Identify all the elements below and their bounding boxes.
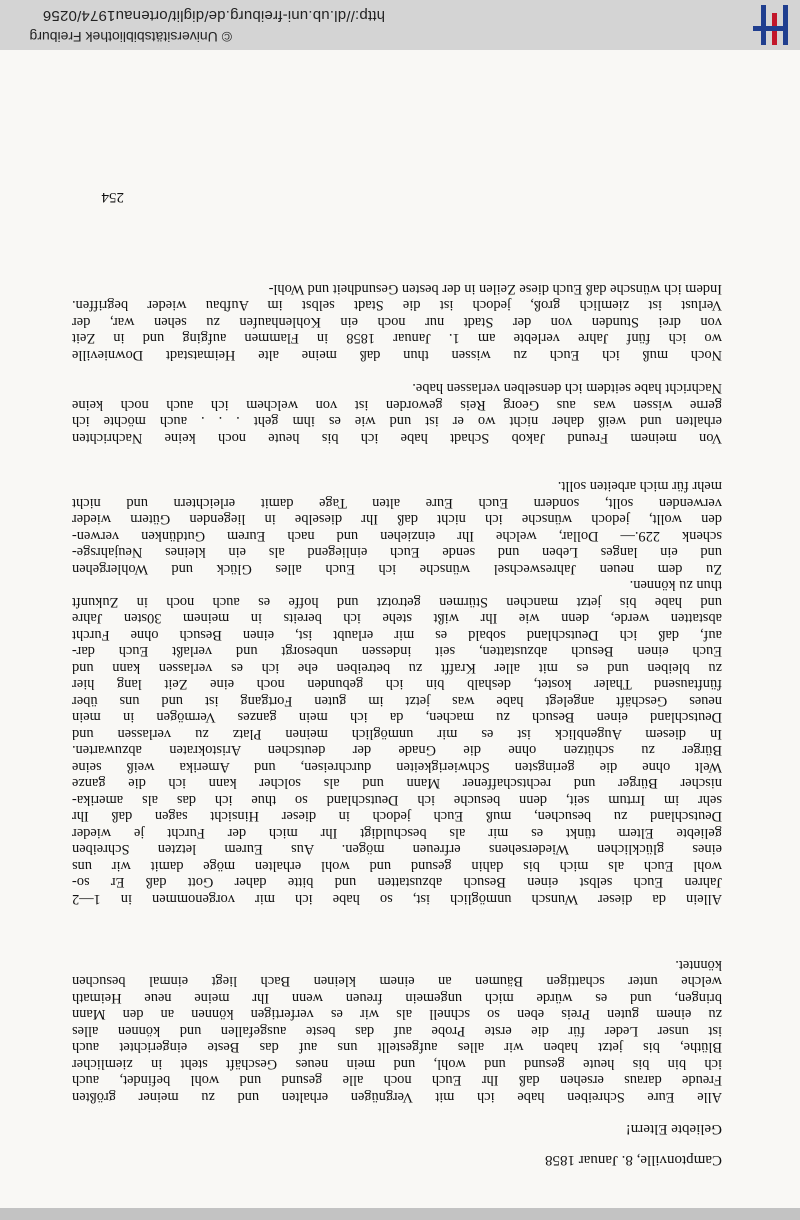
text-line: Freude daraus ersehen daß Ihr Euch noch alle gesund und wohl befindet, auch xyxy=(72,1072,722,1089)
text-line: wohl Euch als mich bis dahin gesund und wohl erhalten möge damit wir uns xyxy=(72,858,722,874)
text-line: ist unser Leder für die erste Probe auf das beste ausgefallen und können alles xyxy=(72,1023,722,1039)
text-line: könntet. xyxy=(675,957,722,973)
text-line: schenk 229.— Dollar, welche Ihr einziehen und nach Eurem Gutdünken verwen- xyxy=(72,528,722,544)
text-line: erhalten und weiß daher nicht wo er ist und wie es ihm geht . . . auch möchte ich xyxy=(72,413,722,430)
text-line: zu einem guten Preis eben so schnell als wir es verfertigen können an den Mann xyxy=(72,1006,722,1023)
university-library-logo xyxy=(752,5,792,47)
text-line: eines glücklichen Wiedersehens erfreuen mögen. Aus Eurem letzten Schreiben xyxy=(72,841,722,858)
library-banner xyxy=(0,0,800,50)
text-line: geliebte Eltern tünkt es mir als beschuldigt Ihr mich der Furcht je wieder xyxy=(72,825,722,841)
paragraph-1 xyxy=(72,957,722,1106)
text-line: Alle Eure Schreiben habe ich mit Vergnügen erhalten und zu meiner größten xyxy=(72,1089,722,1105)
text-line: abstatten werde, denn wie Ihr wißt stehe ich bereits in meinem 30sten Jahre xyxy=(72,610,722,627)
paragraph-3 xyxy=(72,478,722,577)
text-line: ich bin bis heute gesund und wohl, und mein neues Geschäft steht in ziemlicher xyxy=(72,1056,722,1072)
text-line: nischer Bürger und rechtschaffener Mann und als solcher kann ich die ganze xyxy=(72,775,722,792)
text-line: Noch muß ich Euch zu wissen thun daß meine alte Heimatstadt Downieville xyxy=(72,347,722,363)
text-line: von drei Stunden von der Stadt nur noch ein Kohlenhaufen zu sehen war, der xyxy=(72,314,722,330)
text-line: Verlust ist ziemlich groß, jedoch ist die Stadt selbst im Aufbau wieder begriffen. xyxy=(72,297,722,314)
text-line: Von meinem Freund Jakob Schadt habe ich bis heute noch keine Nachrichten xyxy=(72,430,722,446)
text-line: Allein da dieser Wunsch unmöglich ist, so habe ich mir vorgenommen in 1—2 xyxy=(72,891,722,907)
salutation: Geliebte Eltern! xyxy=(625,1121,722,1137)
text-line: welche unter schattigen Bäumen an einem kleinen Bach liegt einmal besuchen xyxy=(72,973,722,990)
page-number: 254 xyxy=(101,189,124,205)
text-line: Jahren Euch selbst einen Besuch abzustatten und bitte daher Gott daß Er so- xyxy=(72,874,722,891)
text-line: auf, daß ich Deutschland sobald es mir erlaubt ist, einen Besuch ohne Furcht xyxy=(72,627,722,643)
text-line: Deutschland zu besuchen, muß Euch jedoch in dieser Hinsicht sagen daß Ihr xyxy=(72,808,722,825)
text-line: Euch einen Besuch abzustatten, seit indessen unbesorgt und verlaßt Euch dar- xyxy=(72,643,722,660)
text-line: und ein langes Leben und sende Euch einliegend als ein kleines Neujahrsge- xyxy=(72,544,722,561)
paragraph-5 xyxy=(72,281,722,364)
paragraph-2 xyxy=(72,577,722,907)
text-line: fünftausend Thaler kostet, deshalb bin ich gebunden noch eine Zeit lang hier xyxy=(72,676,722,693)
text-line: bringen, und es würde mich ungemein freuen wenn Ihr meine neue Heimath xyxy=(72,990,722,1006)
text-line: In diesem Augenblick ist es mir unmöglich meinen Platz zu verlassen und xyxy=(72,726,722,742)
text-line: neues Geschäft angelegt habe was jetzt im guten Fortgang ist und uns über xyxy=(72,693,722,709)
text-line: zu bleiben und es mit aller Krafft zu betreiben ehe ich es verlassen kann und xyxy=(72,660,722,676)
text-line: wo ich fünf Jahre verlebte am 1. Januar 1858 in Flammen aufging und in Zeit xyxy=(72,330,722,347)
text-line: Zu dem neuen Jahreswechsel wünsche ich Euch alles Glück und Wohlergehen xyxy=(72,561,722,577)
text-line: thun zu können. xyxy=(629,577,722,594)
text-line: Deutschland einen Besuch zu machen, da ich mein ganzes Vermögen in mein xyxy=(72,709,722,726)
text-line: mehr für mich arbeiten sollt. xyxy=(557,478,722,495)
place-date: Camptonville, 8. Januar 1858 xyxy=(544,1152,722,1168)
text-line: den wollt, jedoch wünsche ich nicht daß Ihr dieselbe in liegenden Gütern wieder xyxy=(72,511,722,528)
text-line: verwenden sollt, sondern Euch Eure alten Tage damit erleichtern und nicht xyxy=(72,495,722,511)
text-line: sehr im Irrtum seit, denn besuche ich Deutschland so thue ich das als amerika- xyxy=(72,792,722,808)
document-sheet xyxy=(0,50,800,1208)
text-line: Nachricht habe seitdem ich denselben verlassen habe. xyxy=(412,380,722,397)
document-url-link[interactable]: http://dl.ub.uni-freiburg.de/diglit/ortenau1974/0256 xyxy=(42,7,385,24)
paragraph-4 xyxy=(72,380,722,446)
text-line: gerne wissen was aus Georg Reis geworden ist von welchem ich auch noch keine xyxy=(72,397,722,413)
text-line: Blüthe, bis jetzt haben wir alles aufgestellt uns auf das Beste eingerichtet auch xyxy=(72,1039,722,1056)
text-line: Indem ich wünsche daß Euch diese Zeilen in der besten Gesundheit und Wohl- xyxy=(268,281,722,297)
text-line: Welt ohne die geringsten Schwierigkeiten durchreisen, und Amerika weiß seine xyxy=(72,759,722,775)
text-line: und habe bis jetzt manchen Stürmen getrotzt und hoffe es auch noch in Zukunft xyxy=(72,594,722,610)
copyright-notice: © Universitätsbibliothek Freiburg xyxy=(29,29,232,45)
text-line: Bürger zu schützen ohne die Gnade der deutschen Aristokraten abzuwarten. xyxy=(72,742,722,759)
